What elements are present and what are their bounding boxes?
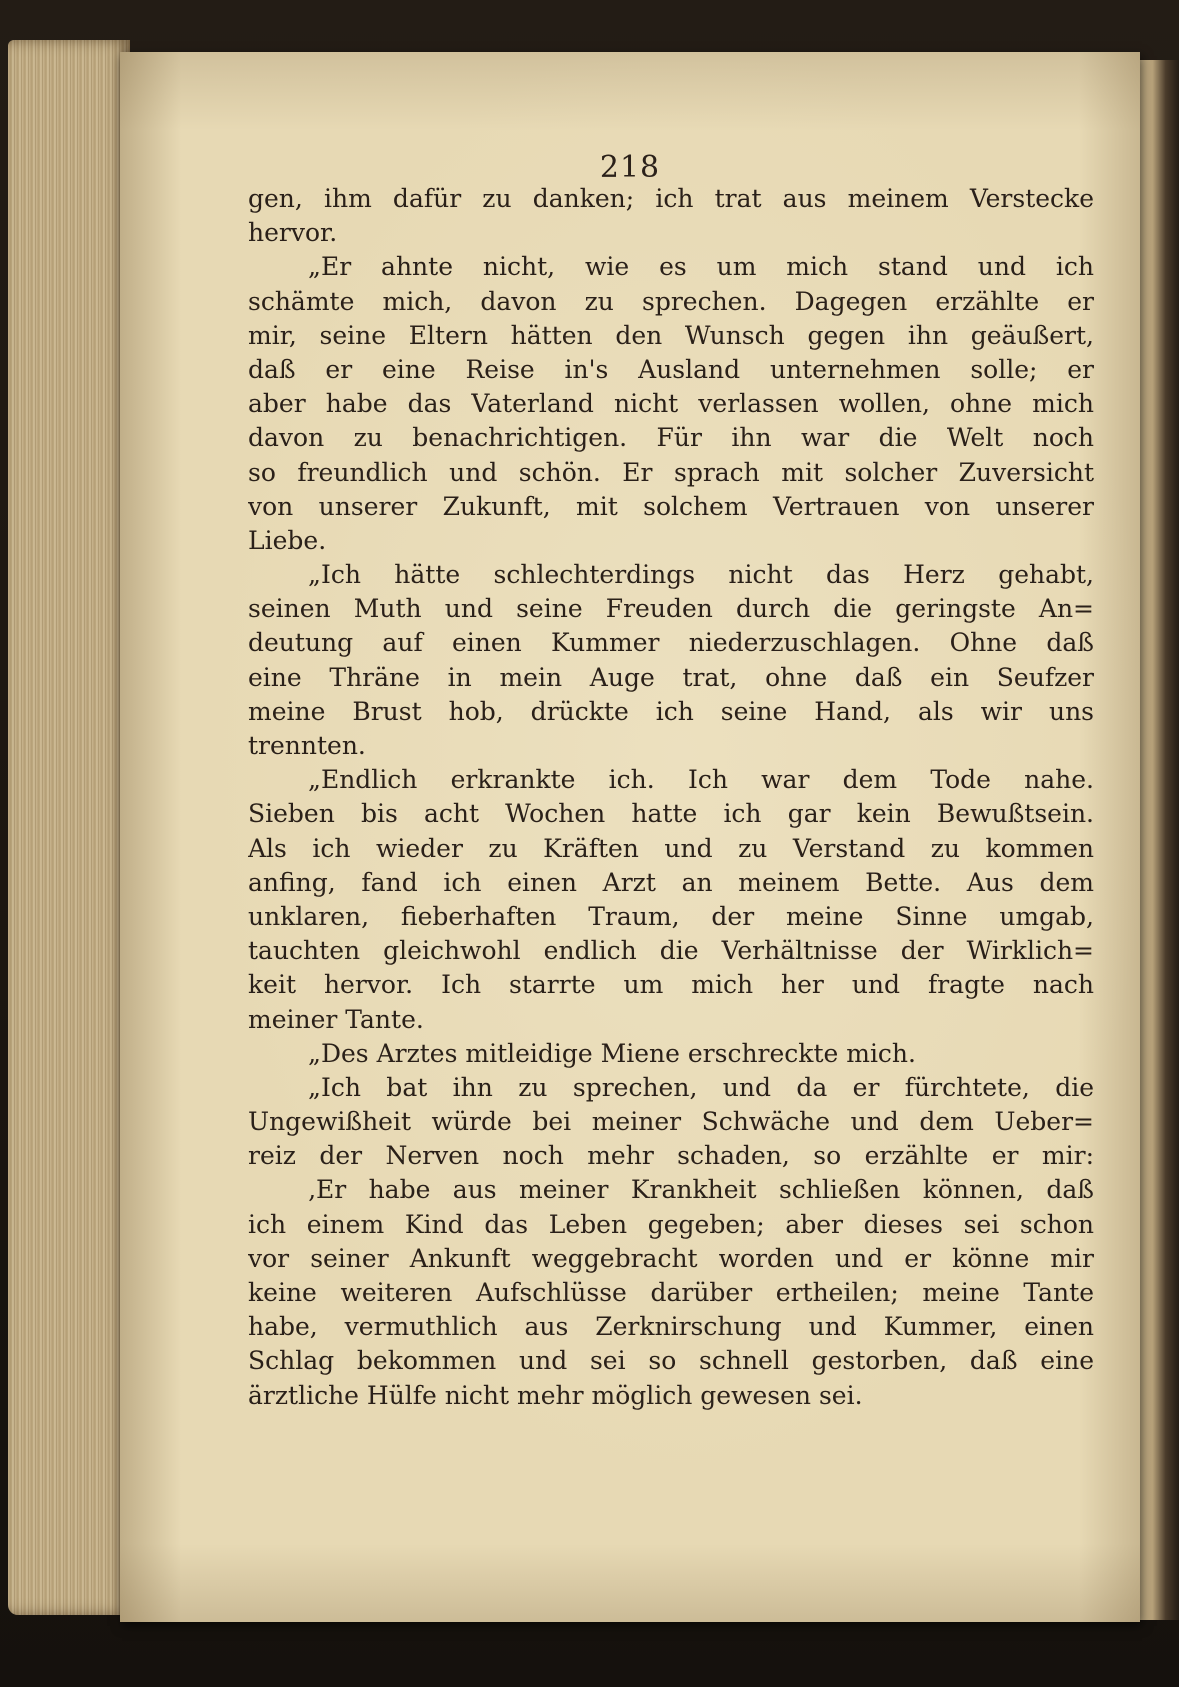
text-line: davon zu benachrichtigen. Für ihn war die Welt noch [248,423,1094,453]
text-line: so freundlich und schön. Er sprach mit solcher Zuversicht [248,457,1094,487]
text-line: ich einem Kind das Leben gegeben; aber dieses sei schon [248,1209,1094,1239]
text-line: „Ich hätte schlechterdings nicht das Herz gehabt, [308,560,1094,590]
text-line: von unserer Zukunft, mit solchem Vertrauen von unserer [248,491,1094,521]
text-line: gen, ihm dafür zu danken; ich trat aus meinem Verstecke [248,184,1094,213]
text-line: hervor. [248,218,338,248]
text-line: seinen Muth und seine Freuden durch die geringste An= [248,594,1094,624]
text-line: eine Thräne in mein Auge trat, ohne daß ein Seufzer [248,662,1094,692]
text-line: mir, seine Eltern hätten den Wunsch gegen ihn geäußert, [248,320,1094,350]
text-line: trennten. [248,731,366,760]
book-page-edges [8,40,130,1615]
text-line: habe, vermuthlich aus Zerknirschung und Kummer, einen [248,1312,1094,1342]
book-page [120,52,1140,1622]
book-cover-edge [1135,60,1179,1620]
text-line: keine weiteren Aufschlüsse darüber ertheilen; meine Tante [248,1278,1094,1307]
page-number: 218 [599,150,661,185]
text-line: schämte mich, davon zu sprechen. Dagegen erzählte er [248,286,1094,316]
text-line: Sieben bis acht Wochen hatte ich gar kein Bewußtsein. [248,799,1094,829]
text-line: Als ich wieder zu Kräften und zu Verstand zu kommen [248,833,1094,863]
text-line: ‚Er habe aus meiner Krankheit schließen können, daß [308,1175,1094,1205]
text-line: meine Brust hob, drückte ich seine Hand, als wir uns [248,696,1094,726]
text-line: aber habe das Vaterland nicht verlassen wollen, ohne mich [248,389,1094,419]
text-line: Ungewißheit würde bei meiner Schwäche und dem Ueber= [248,1107,1094,1137]
text-line: keit hervor. Ich starrte um mich her und fragte nach [248,970,1094,1000]
text-line: „Ich bat ihn zu sprechen, und da er fürchtete, die [308,1072,1094,1102]
text-line: „Er ahnte nicht, wie es um mich stand und ich [308,252,1094,282]
text-line: Schlag bekommen und sei so schnell gestorben, daß eine [248,1346,1094,1376]
text-line: daß er eine Reise in's Ausland unternehmen solle; er [248,354,1094,384]
text-line: deutung auf einen Kummer niederzuschlagen. Ohne daß [248,628,1094,658]
text-line: vor seiner Ankunft weggebracht worden und er könne mir [248,1243,1094,1273]
text-line: „Endlich erkrankte ich. Ich war dem Tode nahe. [308,765,1094,795]
text-line: unklaren, fieberhaften Traum, der meine Sinne umgab, [248,901,1094,931]
text-line: ärztliche Hülfe nicht mehr möglich gewesen sei. [248,1380,863,1410]
text-line: anfing, fand ich einen Arzt an meinem Bette. Aus dem [248,867,1094,897]
text-line: Liebe. [248,525,327,555]
text-line: „Des Arztes mitleidige Miene erschreckte mich. [308,1038,916,1068]
text-line: reiz der Nerven noch mehr schaden, so erzählte er mir: [248,1141,1094,1171]
text-line: tauchten gleichwohl endlich die Verhältnisse der Wirklich= [248,936,1094,966]
body-text [248,182,1094,1413]
text-line: meiner Tante. [248,1004,424,1034]
